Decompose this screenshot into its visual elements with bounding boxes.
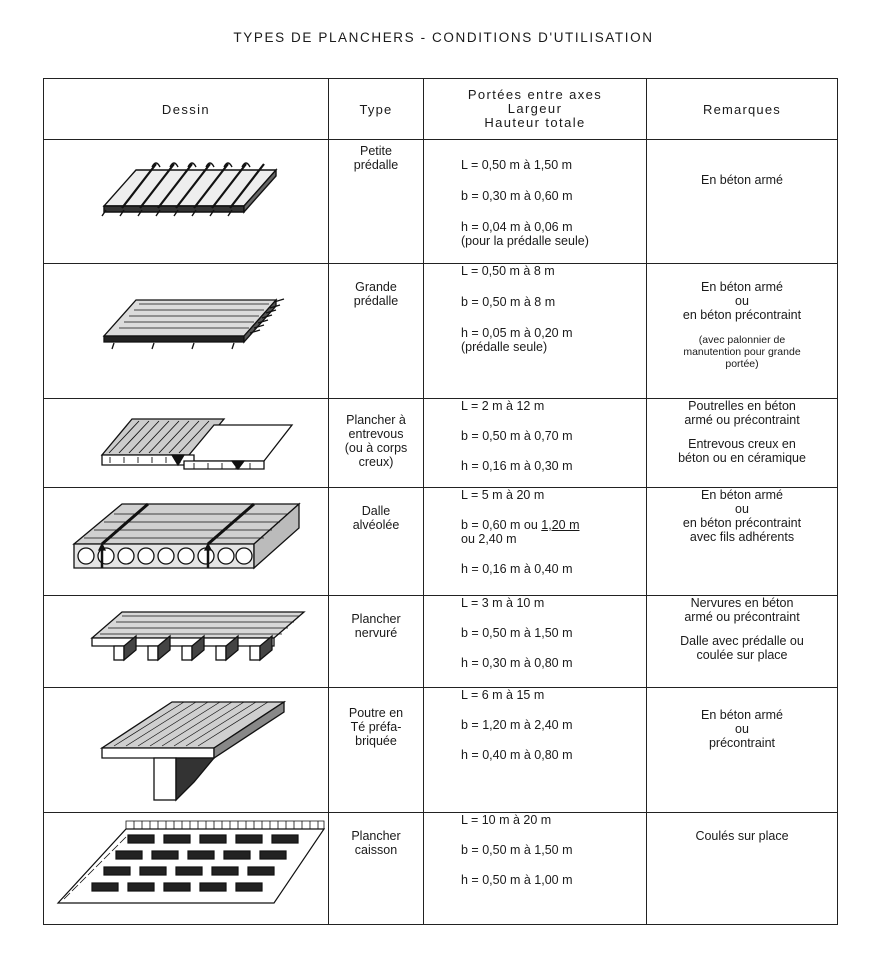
dims-cell [424,488,647,596]
drawing-plancher-nervure [44,596,329,688]
drawing-dalle-alveolee [44,488,329,596]
remarks-cell [647,813,838,925]
dim-height: h = 0,40 m à 0,80 m [461,748,573,762]
drawing-plancher-caisson [44,813,329,925]
remarks-cell [647,264,838,399]
type-line: nervuré [354,626,398,640]
dims-cell [424,399,647,488]
remark-line: Entrevous creux en [688,437,796,451]
dim-width: b = 0,50 m à 1,50 m [461,843,573,857]
remark-line: coulée sur place [696,648,788,662]
dim-note: (prédalle seule) [461,340,548,354]
drawing-poutre-te [44,688,329,813]
remark-line: béton ou en céramique [678,451,806,465]
type-line: caisson [354,843,398,857]
dims-cell [424,140,647,264]
remark-line: En béton armé [701,488,783,502]
type-cell [329,140,424,264]
remark-line: Coulés sur place [695,829,789,843]
page-title: TYPES DE PLANCHERS - CONDITIONS D'UTILISATION [233,30,654,45]
type-line: Té préfa- [350,720,402,734]
type-line: entrevous [348,427,404,441]
dim-length: L = 2 m à 12 m [461,399,545,413]
dim-width-underlined: 1,20 m [541,518,580,532]
dim-height: h = 0,04 m à 0,06 m [461,220,573,234]
remark-line: avec fils adhérents [689,530,795,544]
header-remarques: Remarques [647,79,838,140]
remark-line: Nervures en béton [690,596,794,610]
dims-cell [424,813,647,925]
table-row [44,264,838,399]
table-row [44,813,838,925]
dim-width-text: b = 0,60 m ou [461,518,542,532]
type-line: Plancher [351,612,401,626]
dim-length: L = 6 m à 15 m [461,688,545,702]
floor-types-table [43,78,838,925]
type-line: Dalle [361,504,391,518]
dim-height: h = 0,16 m à 0,40 m [461,562,573,576]
remark-small-line: manutention pour grande [683,346,801,358]
remark-line: armé ou précontraint [684,610,800,624]
remarks-cell [647,596,838,688]
dim-height: h = 0,05 m à 0,20 m [461,326,573,340]
type-line: (ou à corps [344,441,408,455]
header-type: Type [329,79,424,140]
table-row [44,399,838,488]
table-row [44,140,838,264]
dim-height: h = 0,50 m à 1,00 m [461,873,573,887]
remark-line: précontraint [708,736,775,750]
header-largeur-line: Largeur [507,101,563,116]
header-dessin: Dessin [44,79,329,140]
dim-width: b = 0,50 m à 8 m [461,295,556,309]
drawing-grande-predalle [44,264,329,399]
type-cell [329,596,424,688]
remarks-cell [647,399,838,488]
dim-length: L = 0,50 m à 1,50 m [461,158,573,172]
remark-line: en béton précontraint [682,516,802,530]
type-line: alvéolée [352,518,400,532]
dim-width [461,518,646,532]
remarks-cell [647,140,838,264]
dim-length: L = 10 m à 20 m [461,813,552,827]
remark-line: Dalle avec prédalle ou [680,634,804,648]
table-row [44,596,838,688]
type-cell [329,488,424,596]
drawing-petite-predalle [44,140,329,264]
type-line: creux) [358,455,394,469]
type-line: Grande [355,280,397,294]
remark-line: Poutrelles en béton [688,399,796,413]
remark-line: ou [735,502,749,516]
dim-width: b = 0,50 m à 1,50 m [461,626,573,640]
type-cell [329,264,424,399]
type-line: Plancher [351,829,401,843]
remark-line: ou [735,722,749,736]
dim-width-extra: ou 2,40 m [461,532,517,546]
remarks-cell [647,488,838,596]
table-row [44,488,838,596]
type-line: briquée [355,734,397,748]
dim-note: (pour la prédalle seule) [461,234,589,248]
remark-small-line: (avec palonnier de [698,334,786,346]
type-line: prédalle [353,158,399,172]
dim-width: b = 1,20 m à 2,40 m [461,718,573,732]
header-hauteur-line: Hauteur totale [484,115,586,130]
dim-length: L = 3 m à 10 m [461,596,545,610]
header-portees [424,79,647,140]
drawing-plancher-entrevous [44,399,329,488]
table-row [44,688,838,813]
dim-width: b = 0,50 m à 0,70 m [461,429,573,443]
dim-height: h = 0,30 m à 0,80 m [461,656,573,670]
remark-line: armé ou précontraint [684,413,800,427]
remarks-cell [647,688,838,813]
remark-line: En béton armé [701,708,783,722]
type-line: Plancher à [346,413,406,427]
dim-length: L = 5 m à 20 m [461,488,545,502]
header-row [44,79,838,140]
remark-line: En béton armé [701,173,783,187]
type-line: Poutre en [348,706,404,720]
type-cell [329,399,424,488]
dim-length: L = 0,50 m à 8 m [461,264,555,278]
type-line: Petite [360,144,392,158]
type-line: prédalle [353,294,399,308]
type-cell [329,688,424,813]
dims-cell [424,688,647,813]
dim-width: b = 0,30 m à 0,60 m [461,189,573,203]
dims-cell [424,596,647,688]
remark-line: En béton armé [701,280,783,294]
dims-cell [424,264,647,399]
remark-small-line: portée) [725,358,759,370]
dim-height: h = 0,16 m à 0,30 m [461,459,573,473]
type-cell [329,813,424,925]
remark-line: en béton précontraint [682,308,802,322]
remark-line: ou [735,294,749,308]
header-portees-line: Portées entre axes [467,87,603,102]
